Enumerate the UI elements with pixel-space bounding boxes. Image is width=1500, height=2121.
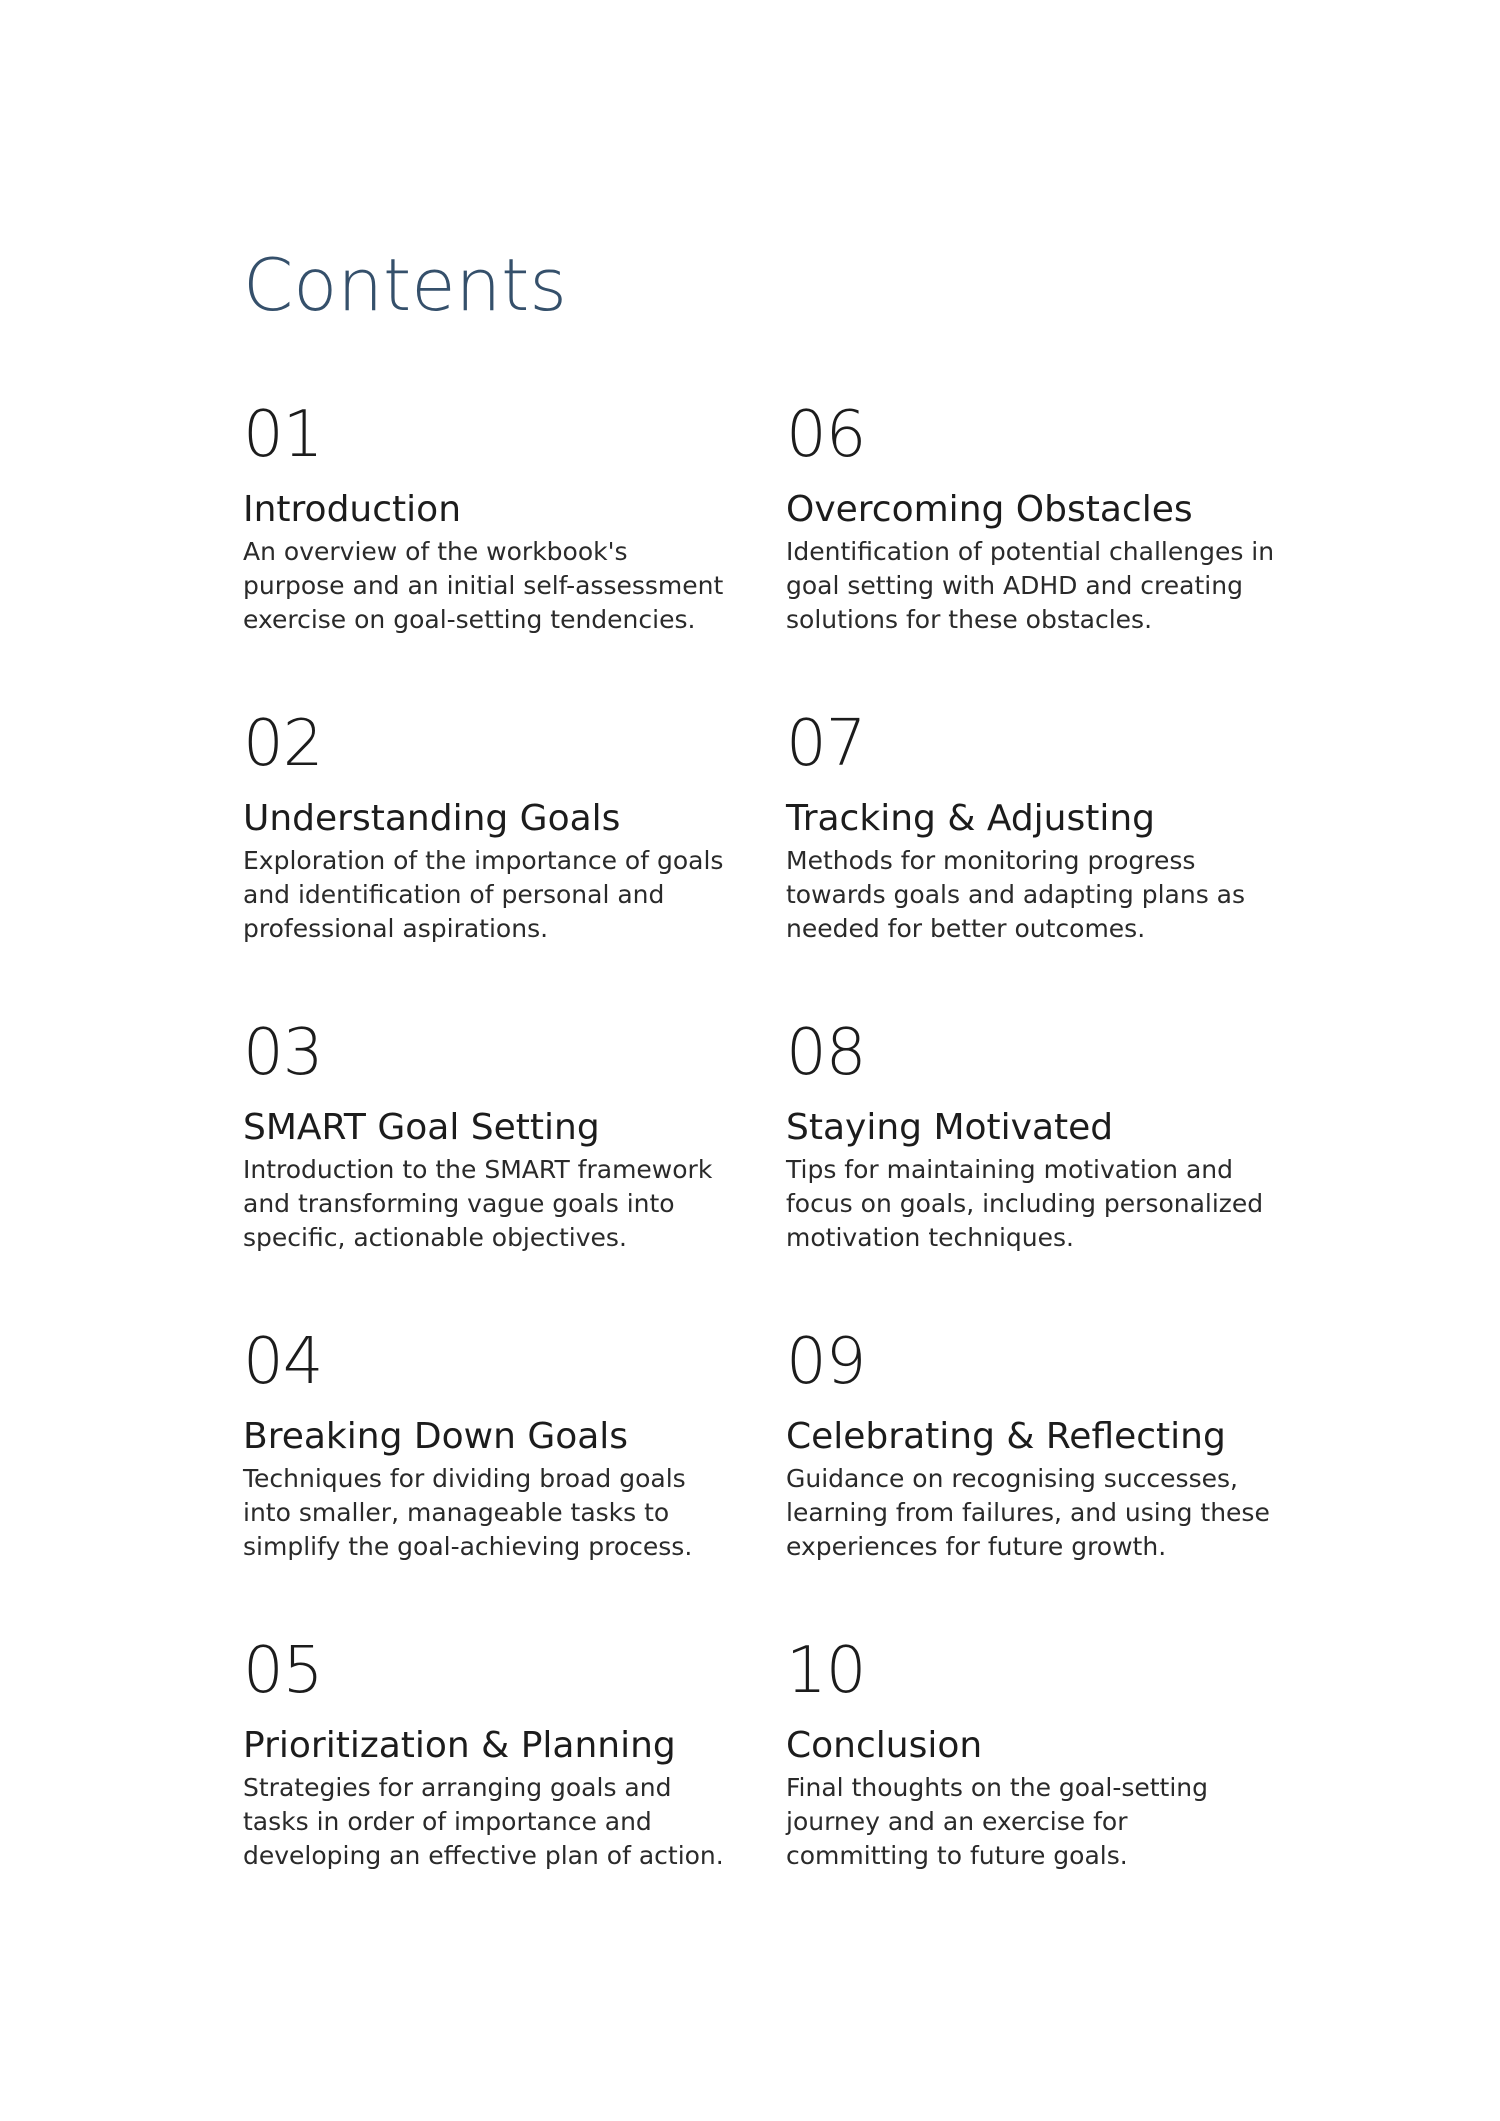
section-title: Introduction	[243, 489, 462, 530]
section-number: 04	[243, 1325, 323, 1399]
toc-entry-03	[243, 1014, 786, 1323]
toc-entry-05	[243, 1632, 786, 1941]
toc-entry-06	[786, 396, 1293, 705]
section-number: 09	[786, 1325, 866, 1399]
section-number: 08	[786, 1016, 866, 1090]
section-description: Identification of potential challenges in goal setting with ADHD and creating solutions for these obstacles.	[786, 537, 1275, 634]
section-title: Overcoming Obstacles	[786, 489, 1193, 530]
section-title: Breaking Down Goals	[243, 1416, 629, 1457]
section-description: Introduction to the SMART framework and transforming vague goals into specific, actionable objectives.	[243, 1155, 713, 1252]
section-description: Guidance on recognising successes, learning from failures, and using these experiences for future growth.	[786, 1464, 1270, 1561]
section-number: 01	[243, 398, 323, 472]
section-title: Celebrating & Reflecting	[786, 1416, 1226, 1457]
section-description: Techniques for dividing broad goals into smaller, manageable tasks to simplify the goal-achieving process.	[243, 1464, 693, 1561]
section-number: 06	[786, 398, 866, 472]
section-number: 02	[243, 707, 323, 781]
section-title: SMART Goal Setting	[243, 1107, 600, 1148]
section-description: Methods for monitoring progress towards goals and adapting plans as needed for better outcomes.	[786, 846, 1246, 943]
toc-entry-07	[786, 705, 1293, 1014]
section-title: Tracking & Adjusting	[786, 798, 1156, 839]
toc-entry-09	[786, 1323, 1293, 1632]
section-description: Strategies for arranging goals and tasks in order of importance and developing an effective plan of action.	[243, 1773, 724, 1870]
section-number: 05	[243, 1634, 323, 1708]
toc-entry-08	[786, 1014, 1293, 1323]
section-title: Understanding Goals	[243, 798, 621, 839]
section-number: 03	[243, 1016, 323, 1090]
section-description: Exploration of the importance of goals and identification of personal and professional aspirations.	[243, 846, 724, 943]
section-title: Staying Motivated	[786, 1107, 1114, 1148]
section-number: 10	[786, 1634, 866, 1708]
section-number: 07	[786, 707, 866, 781]
toc-entry-01	[243, 396, 786, 705]
section-title: Prioritization & Planning	[243, 1725, 676, 1766]
section-description: Final thoughts on the goal-setting journey and an exercise for committing to future goals.	[786, 1773, 1209, 1870]
page-title: Contents	[243, 243, 567, 327]
toc-entry-02	[243, 705, 786, 1014]
toc-entry-04	[243, 1323, 786, 1632]
section-description: Tips for maintaining motivation and focus on goals, including personalized motivation techniques.	[786, 1155, 1264, 1252]
section-title: Conclusion	[786, 1725, 983, 1766]
section-description: An overview of the workbook's purpose and an initial self-assessment exercise on goal-setting tendencies.	[243, 537, 724, 634]
toc-entry-10	[786, 1632, 1293, 1941]
contents-grid	[243, 396, 1293, 1941]
